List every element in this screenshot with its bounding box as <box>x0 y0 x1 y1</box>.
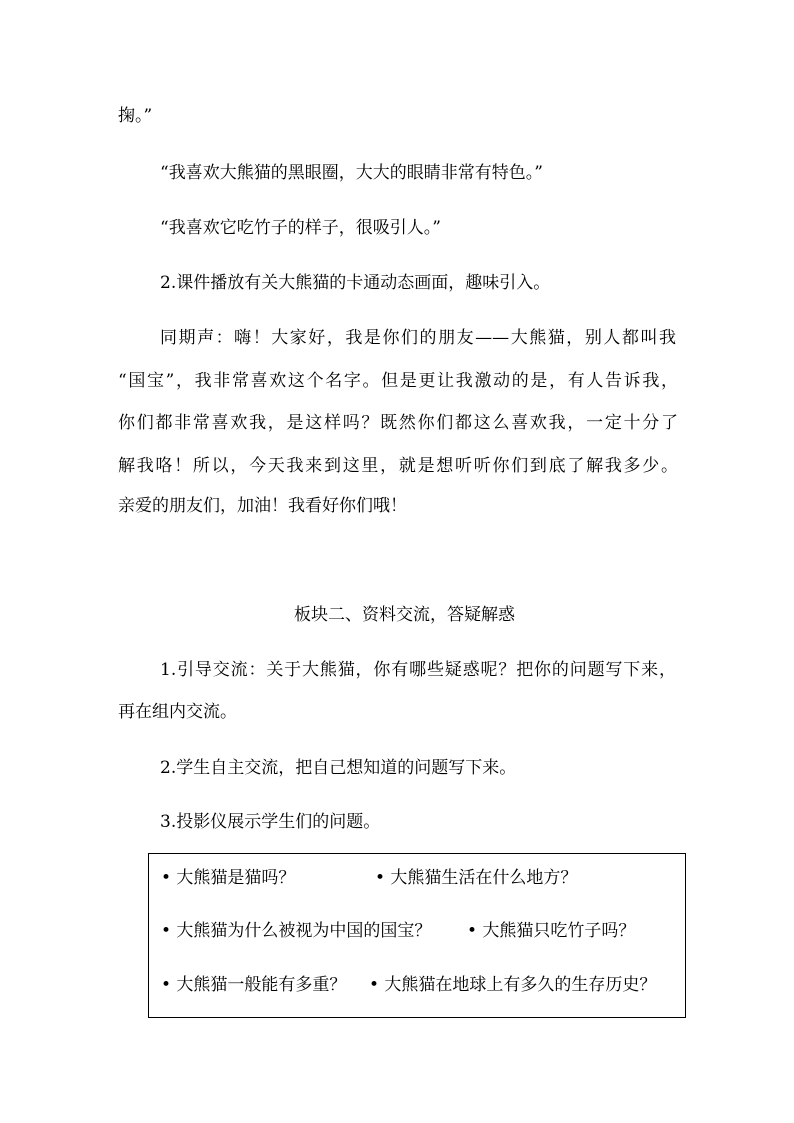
quote-paragraph-1: “我喜欢大熊猫的黑眼圈，大大的眼睛非常有特色。” <box>160 163 543 183</box>
voiceover-line-3: 你们都非常喜欢我，是这样吗？既然你们都这么喜欢我，一定十分了 <box>118 413 678 433</box>
questions-box <box>148 853 686 1018</box>
step-2: 2.学生自主交流，把自己想知道的问题写下来。 <box>160 758 517 778</box>
voiceover-line-2: “国宝”，我非常喜欢这个名字。但是更让我激动的是，有人告诉我， <box>118 371 678 391</box>
section-heading: 板块二、资料交流，答疑解惑 <box>294 605 515 625</box>
step-1-line-2: 再在组内交流。 <box>118 702 237 722</box>
question-item: • 大熊猫只吃竹子吗？ <box>467 921 636 941</box>
question-item: • 大熊猫为什么被视为中国的国宝？ <box>161 921 432 941</box>
question-item: • 大熊猫是猫吗？ <box>161 868 296 888</box>
step-courseware: 2.课件播放有关大熊猫的卡通动态画面，趣味引入。 <box>160 273 551 293</box>
step-1-line-1: 1.引导交流：关于大熊猫，你有哪些疑惑呢？把你的问题写下来， <box>160 660 676 680</box>
voiceover-line-1: 同期声：嗨！大家好，我是你们的朋友——大熊猫，别人都叫我 <box>160 328 676 348</box>
voiceover-line-4: 解我咯！所以，今天我来到这里，就是想听听你们到底了解我多少。 <box>118 456 678 476</box>
voiceover-line-5: 亲爱的朋友们，加油！我看好你们哦！ <box>118 496 407 516</box>
step-3: 3.投影仪展示学生们的问题。 <box>160 812 381 832</box>
question-item: • 大熊猫在地球上有多久的生存历史？ <box>369 975 657 995</box>
question-item: • 大熊猫一般能有多重？ <box>161 975 347 995</box>
quote-paragraph-2: “我喜欢它吃竹子的样子，很吸引人。” <box>160 218 441 238</box>
paragraph-continuation: 掬。” <box>118 106 153 126</box>
question-item: • 大熊猫生活在什么地方？ <box>375 868 578 888</box>
